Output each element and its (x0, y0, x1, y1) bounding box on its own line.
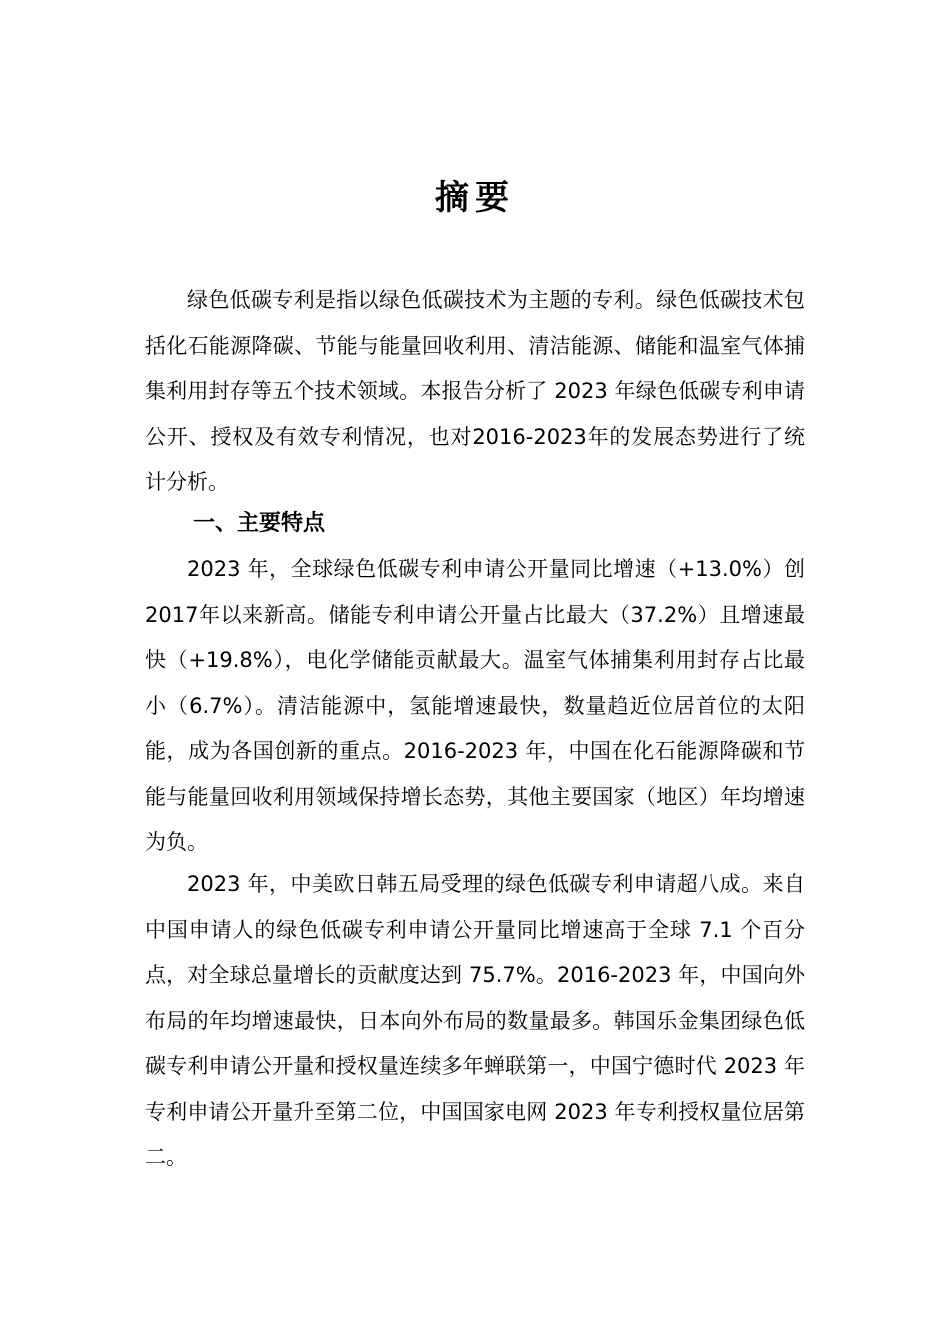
page-title: 摘要 (435, 178, 515, 218)
body-paragraph: 2023 年，全球绿色低碳专利申请公开量同比增速（+13.0%）创2017年以来新高。储能专利申请公开量占比最大（37.2%）且增速最快（+19.8%），电化学储能贡献最大。温室气体捕集利用封存占比最小（6.7%）。清洁能源中，氢能增速最快，数量趋近位居首位的太阳能，成为各国创新的重点。2016-2023 年，中国在化石能源降碳和节能与能量回收利用领域保持增长态势，其他主要国家（地区）年均增速为负。 (145, 557, 805, 854)
section-heading: 一、主要特点 (193, 511, 326, 536)
body-paragraph: 2023 年，中美欧日韩五局受理的绿色低碳专利申请超八成。来自中国申请人的绿色低碳专利申请公开量同比增速高于全球 7.1 个百分点，对全球总量增长的贡献度达到 75.7%。2016-2023 年，中国向外布局的年均增速最快，日本向外布局的数量最多。韩国乐金集团绿色低碳专利申请公开量和授权量连续多年蝉联第一，中国宁德时代 2023 年专利申请公开量升至第二位，中国国家电网 2023 年专利授权量位居第二。 (145, 872, 805, 1169)
intro-paragraph: 绿色低碳专利是指以绿色低碳技术为主题的专利。绿色低碳技术包括化石能源降碳、节能与能量回收利用、清洁能源、储能和温室气体捕集利用封存等五个技术领域。本报告分析了 2023 年绿色低碳专利申请公开、授权及有效专利情况，也对2016-2023年的发展态势进行了统计分析。 (145, 288, 805, 494)
